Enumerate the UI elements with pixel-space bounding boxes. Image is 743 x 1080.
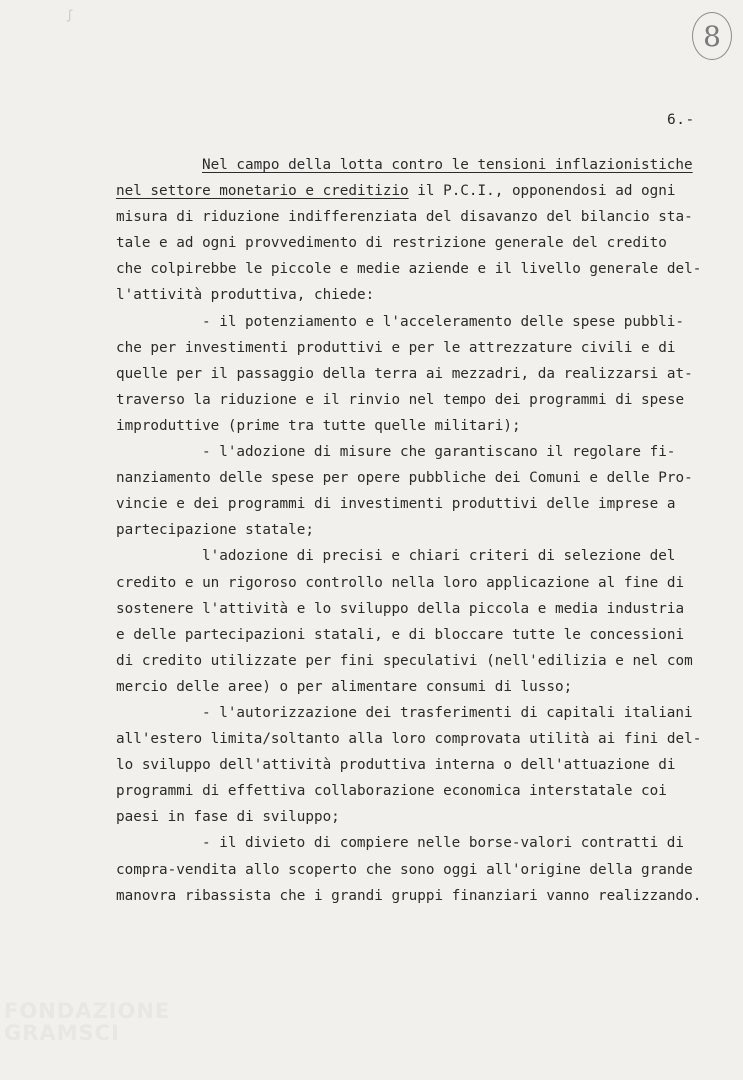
- text-line: [116, 361, 714, 387]
- underlined-text: nel settore monetario e creditizio: [116, 183, 409, 200]
- line-text: all'estero limita/soltanto alla loro comprovata utilità ai fini del-: [116, 731, 702, 748]
- line-text: nanziamento delle spese per opere pubbliche dei Comuni e delle Pro-: [116, 470, 693, 487]
- line-text: compra-vendita allo scoperto che sono oggi all'origine della grande: [116, 861, 693, 878]
- line-text: tale e ad ogni provvedimento di restrizione generale del credito: [116, 235, 667, 252]
- line-text: - l'autorizzazione dei trasferimenti di capitali italiani: [202, 704, 693, 721]
- text-line: [116, 596, 714, 622]
- text-line: [116, 387, 714, 413]
- archive-watermark-logo: FONDAZIONE GRAMSCI: [4, 999, 171, 1045]
- folio-stamp: [692, 12, 732, 60]
- line-text: credito e un rigoroso controllo nella loro applicazione al fine di: [116, 574, 685, 591]
- text-line: [116, 778, 714, 804]
- text-line: [116, 543, 714, 569]
- text-line: [116, 622, 714, 648]
- text-line: [116, 439, 714, 465]
- text-line: [116, 883, 714, 909]
- line-text: lo sviluppo dell'attività produttiva interna o dell'attuazione di: [116, 757, 676, 774]
- text-line: [116, 752, 714, 778]
- text-line: [116, 726, 714, 752]
- text-line: [116, 517, 714, 543]
- text-line: [116, 674, 714, 700]
- line-text: l'adozione di precisi e chiari criteri di selezione del: [202, 548, 676, 565]
- text-line: [116, 465, 714, 491]
- line-text: - il potenziamento e l'acceleramento delle spese pubbli-: [202, 313, 685, 330]
- text-line: [116, 204, 714, 230]
- line-text: quelle per il passaggio della terra ai mezzadri, da realizzarsi at-: [116, 365, 693, 382]
- line-text: vincie e dei programmi di investimenti produttivi delle imprese a: [116, 496, 676, 513]
- line-text: traverso la riduzione e il rinvio nel tempo dei programmi di spese: [116, 391, 685, 408]
- line-text: mercio delle aree) o per alimentare consumi di lusso;: [116, 678, 573, 695]
- text-line: [116, 178, 714, 204]
- pencil-mark-icon: ʃ: [66, 8, 74, 22]
- document-body: [116, 152, 714, 909]
- text-line: [116, 230, 714, 256]
- text-line: [116, 152, 714, 178]
- line-text: partecipazione statale;: [116, 522, 314, 539]
- line-text: che colpirebbe le piccole e medie aziende e il livello generale del-: [116, 261, 702, 278]
- line-text: e delle partecipazioni statali, e di bloccare tutte le concessioni: [116, 626, 685, 643]
- text-line: [116, 282, 714, 308]
- text-line: [116, 804, 714, 830]
- line-text: l'attività produttiva, chiede:: [116, 287, 375, 304]
- line-text: di credito utilizzate per fini speculativi (nell'edilizia e nel com: [116, 652, 693, 669]
- page-number: 6.-: [667, 112, 695, 128]
- line-text: manovra ribassista che i grandi gruppi finanziari vanno realizzando.: [116, 887, 702, 904]
- text-line: [116, 830, 714, 856]
- text-line: [116, 491, 714, 517]
- text-line: [116, 309, 714, 335]
- line-text: il P.C.I., opponendosi ad ogni: [408, 183, 676, 200]
- text-line: [116, 413, 714, 439]
- line-text: misura di riduzione indifferenziata del disavanzo del bilancio sta-: [116, 209, 693, 226]
- line-text: programmi di effettiva collaborazione economica interstatale coi: [116, 783, 667, 800]
- text-line: [116, 648, 714, 674]
- line-text: - il divieto di compiere nelle borse-valori contratti di: [202, 835, 685, 852]
- text-line: [116, 857, 714, 883]
- text-line: [116, 570, 714, 596]
- text-line: [116, 700, 714, 726]
- folio-number: 8: [703, 19, 721, 53]
- text-line: [116, 256, 714, 282]
- line-text: paesi in fase di sviluppo;: [116, 809, 340, 826]
- line-text: sostenere l'attività e lo sviluppo della piccola e media industria: [116, 600, 685, 617]
- line-text: - l'adozione di misure che garantiscano il regolare fi-: [202, 444, 676, 461]
- line-text: improduttive (prime tra tutte quelle militari);: [116, 417, 521, 434]
- text-line: [116, 335, 714, 361]
- underlined-text: Nel campo della lotta contro le tensioni inflazionistiche: [202, 157, 693, 173]
- line-text: che per investimenti produttivi e per le attrezzature civili e di: [116, 339, 676, 356]
